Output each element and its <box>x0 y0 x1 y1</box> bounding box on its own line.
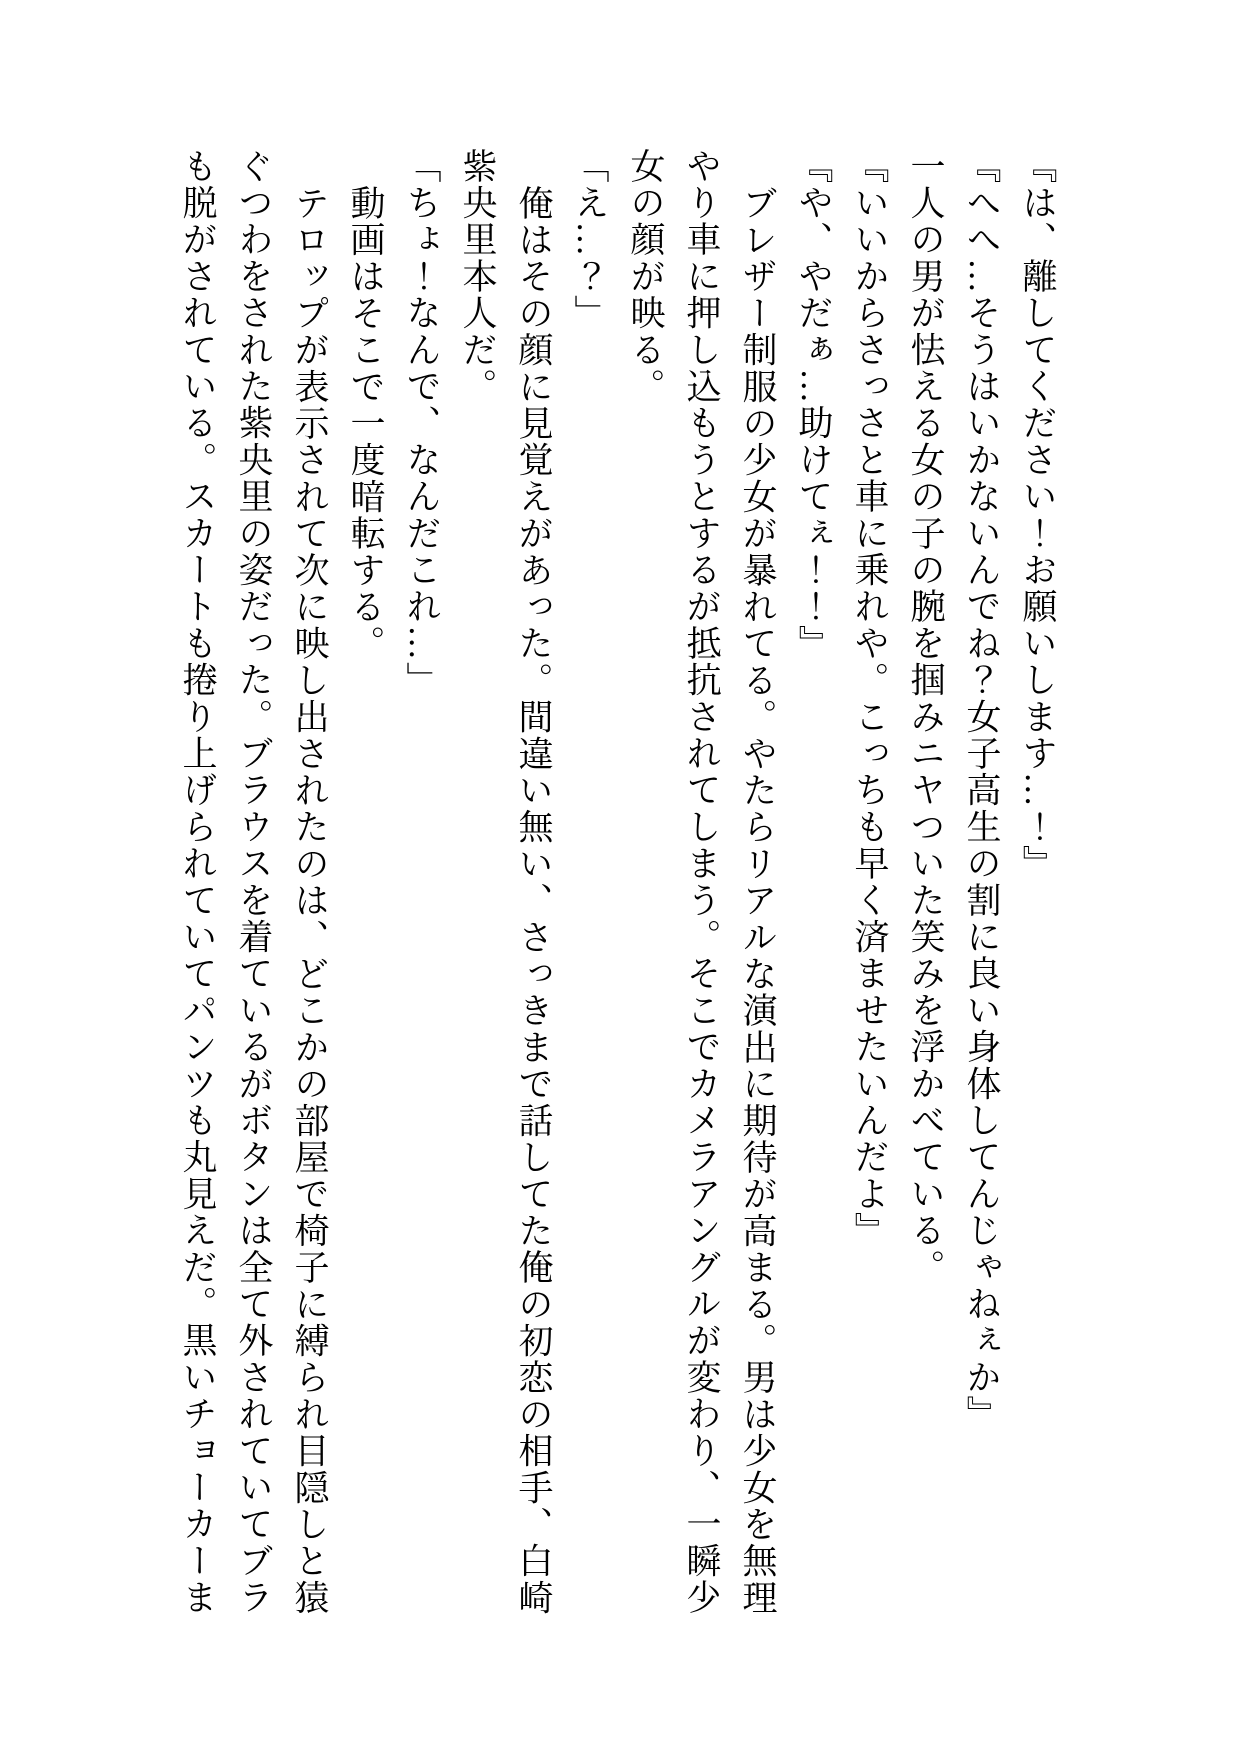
vertical-text-block <box>169 148 1065 1638</box>
text-line: 『は、離してください！お願いします…！』 <box>1018 148 1057 882</box>
text-line: も脱がされている。スカートも捲り上げられていてパンツも丸見えだ。黒いチョーカーま <box>178 148 217 1616</box>
text-line: ぐつわをされた紫央里の姿だった。ブラウスを着ているがボタンは全て外されていてブラ <box>234 148 273 1616</box>
text-line: テロップが表示されて次に映し出されたのは、どこかの部屋で椅子に縛られ目隠しと猿 <box>290 185 329 1617</box>
text-line: 『へへ…そうはいかないんでね？女子高生の割に良い身体してんじゃねぇか』 <box>962 148 1001 1433</box>
text-line: 「え…？」 <box>570 148 609 332</box>
text-line: 紫央里本人だ。 <box>458 148 497 405</box>
text-line: 『や、やだぁ…助けてぇ！！』 <box>794 148 833 662</box>
text-line: 俺はその顔に見覚えがあった。間違い無い、さっきまで話してた俺の初恋の相手、白崎 <box>514 185 553 1617</box>
text-line: ブレザー制服の少女が暴れてる。やたらリアルな演出に期待が高まる。男は少女を無理 <box>738 185 777 1617</box>
text-line: 『いいからさっさと車に乗れや。こっちも早く済ませたいんだよ』 <box>850 148 889 1249</box>
text-line: 「ちょ！なんで、なんだこれ…」 <box>402 148 441 699</box>
text-line: やり車に押し込もうとするが抵抗されてしまう。そこでカメラアングルが変わり、一瞬少 <box>682 148 721 1616</box>
text-line: 動画はそこで一度暗転する。 <box>346 185 385 663</box>
text-line: 一人の男が怯える女の子の腕を掴みニヤついた笑みを浮かべている。 <box>906 148 945 1286</box>
text-line: 女の顔が映る。 <box>626 148 665 405</box>
